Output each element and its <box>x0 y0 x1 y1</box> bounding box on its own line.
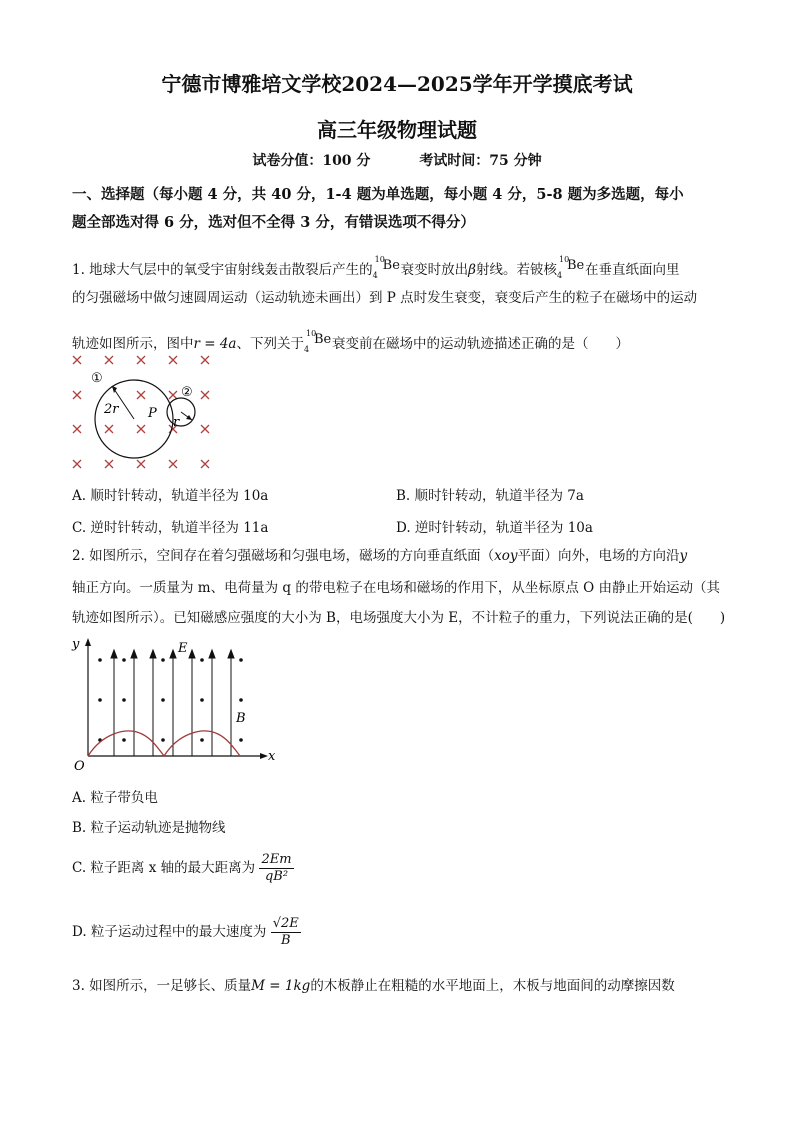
q2-option-a[interactable]: A. 粒子带负电 <box>72 790 158 806</box>
q1-figure <box>66 350 226 480</box>
q1-line2: 的匀强磁场中做匀速圆周运动（运动轨迹未画出）到 P 点时发生衰变，衰变后产生的粒子在磁场中的运动 <box>72 290 698 306</box>
q2-line1: 2. 如图所示，空间存在着匀强磁场和匀强电场，磁场的方向垂直纸面（xoy平面）向外，电场的方向沿y <box>72 548 688 564</box>
q1-line1: 1. 地球大气层中的氧受宇宙射线轰击散裂后产生的 10 4 Be 衰变时放出β射线。若铍核 10 4 Be 在垂直纸面向里 <box>72 255 680 280</box>
y-axis-label: y <box>72 637 80 652</box>
b-field-label: B <box>236 711 246 726</box>
label-2: ② <box>181 385 193 400</box>
point-p-label: P <box>148 406 157 421</box>
q2-line2: 轴正方向。一质量为 m、电荷量为 q 的带电粒子在电场和磁场的作用下，从坐标原点 O 由静止开始运动（其 <box>72 580 720 596</box>
q2-option-c[interactable]: C. 粒子距离 x 轴的最大距离为 $\frac{2Em}{\text{qB²}}$ <box>72 852 292 884</box>
be-nuclide: 10 4 Be <box>372 255 400 280</box>
exam-title: 宁德市博雅培文学校2024—2025学年开学摸底考试 <box>161 72 633 96</box>
q1-line3: 轨迹如图所示，图中r = 4a、下列关于 10 4 Be 衰变前在磁场中的运动轨迹描述正确的是（ ） <box>72 329 629 354</box>
q2-option-d[interactable]: D. 粒子运动过程中的最大速度为 $\frac{√2E}{B}$ <box>72 916 299 948</box>
q3-line1: 3. 如图所示，一足够长、质量M = 1kg的木板静止在粗糙的水平地面上，木板与地面间的动摩擦因数 <box>72 978 675 994</box>
q2-figure <box>66 634 286 774</box>
fraction-d: $\frac{√2E}{B}$ <box>272 916 299 948</box>
electric-field-lines <box>111 650 234 756</box>
exam-time: 考试时间：75 分钟 <box>419 153 542 169</box>
be-nuclide: 10 4 Be <box>304 329 332 354</box>
q2-option-b[interactable]: B. 粒子运动轨迹是抛物线 <box>72 820 226 836</box>
exam-meta <box>0 150 794 170</box>
label-1: ① <box>91 371 103 386</box>
q1-option-c[interactable]: C. 逆时针转动，轨道半径为 11a <box>72 520 269 536</box>
exam-score: 试卷分值：100 分 <box>252 153 371 169</box>
q2-line3: 轨迹如图所示）。已知磁感应强度的大小为 B，电场强度大小为 E，不计粒子的重力，下列说法正确的是( ) <box>72 610 726 626</box>
fraction-c: $\frac{2Em}{\text{qB²}}$ <box>261 852 292 884</box>
section-heading-line2: 题全部选对得 6 分，选对但不全得 3 分，有错误选项不得分） <box>72 214 475 231</box>
be-nuclide: 10 4 Be <box>556 255 585 280</box>
radius-label-2r: 2r <box>104 402 119 417</box>
radius-label-r: r <box>173 415 180 430</box>
q1-option-b[interactable]: B. 顺时针转动，轨道半径为 7a <box>396 488 584 504</box>
exam-subtitle: 高三年级物理试题 <box>317 118 477 142</box>
origin-label: O <box>74 759 85 774</box>
particle-trajectory <box>88 731 240 756</box>
q1-option-a[interactable]: A. 顺时针转动，轨道半径为 10a <box>72 488 269 504</box>
q1-option-d[interactable]: D. 逆时针转动，轨道半径为 10a <box>396 520 593 536</box>
x-axis-label: x <box>268 749 276 764</box>
section-heading-line1: 一、选择题（每小题 4 分，共 40 分，1-4 题为单选题，每小题 4 分，5-8 题为多选题，每小 <box>72 186 684 203</box>
e-field-label: E <box>178 641 188 656</box>
magnetic-field-dots <box>98 658 243 742</box>
